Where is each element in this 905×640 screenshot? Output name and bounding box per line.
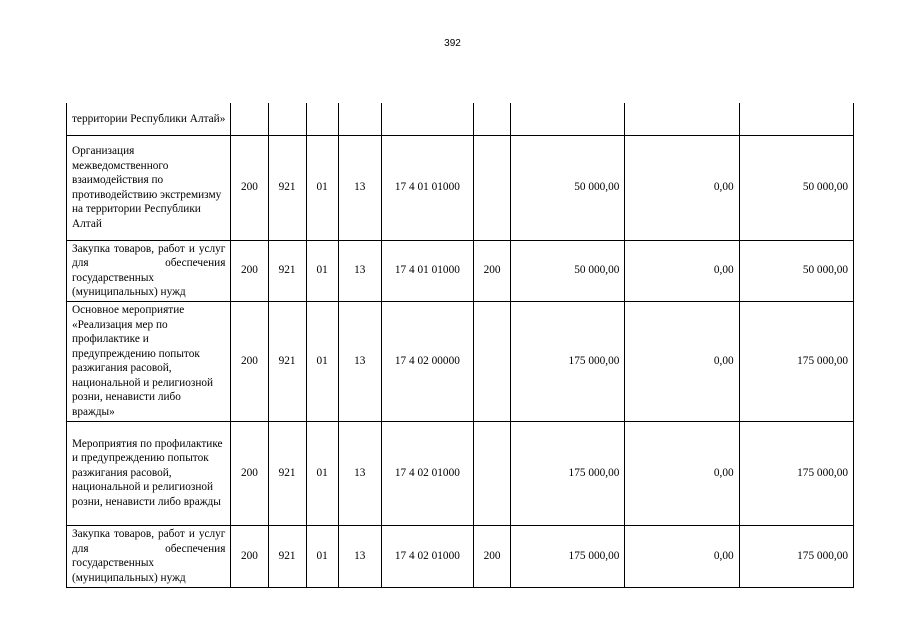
cell-sum-2: 0,00 bbox=[625, 421, 739, 525]
cell-gr: 200 bbox=[231, 135, 268, 240]
cell-vr: 200 bbox=[474, 525, 511, 587]
cell-pr: 13 bbox=[338, 421, 381, 525]
cell-gr: 200 bbox=[231, 525, 268, 587]
cell-pr: 13 bbox=[338, 135, 381, 240]
cell-gr bbox=[231, 103, 268, 135]
cell-gr: 200 bbox=[231, 240, 268, 301]
cell-sum-2: 0,00 bbox=[625, 240, 739, 301]
cell-rz: 01 bbox=[306, 421, 338, 525]
row-name: территории Республики Алтай» bbox=[67, 103, 231, 135]
page-number: 392 bbox=[444, 38, 461, 49]
cell-rz: 01 bbox=[306, 240, 338, 301]
cell-rz: 01 bbox=[306, 525, 338, 587]
cell-sum-3: 175 000,00 bbox=[739, 421, 853, 525]
cell-ved: 921 bbox=[268, 525, 306, 587]
cell-csr: 17 4 02 01000 bbox=[381, 421, 473, 525]
row-name: Закупка товаров, работ и услуг для обеспечения государственных (муниципальных) нужд bbox=[67, 240, 231, 301]
cell-sum-1: 175 000,00 bbox=[511, 525, 625, 587]
cell-pr: 13 bbox=[338, 525, 381, 587]
cell-sum-2: 0,00 bbox=[625, 301, 739, 421]
cell-ved: 921 bbox=[268, 301, 306, 421]
cell-ved: 921 bbox=[268, 421, 306, 525]
cell-sum-1: 175 000,00 bbox=[511, 301, 625, 421]
cell-sum-2: 0,00 bbox=[625, 135, 739, 240]
cell-csr bbox=[381, 103, 473, 135]
cell-csr: 17 4 02 00000 bbox=[381, 301, 473, 421]
cell-vr bbox=[474, 103, 511, 135]
cell-sum-2 bbox=[625, 103, 739, 135]
cell-ved: 921 bbox=[268, 240, 306, 301]
budget-table bbox=[66, 103, 854, 588]
cell-gr: 200 bbox=[231, 421, 268, 525]
table-row bbox=[67, 301, 854, 421]
cell-pr: 13 bbox=[338, 240, 381, 301]
cell-sum-1 bbox=[511, 103, 625, 135]
cell-rz: 01 bbox=[306, 301, 338, 421]
cell-pr: 13 bbox=[338, 301, 381, 421]
cell-ved: 921 bbox=[268, 135, 306, 240]
cell-sum-3: 175 000,00 bbox=[739, 301, 853, 421]
row-name: Организация межведомственного взаимодействия по противодействию экстремизму на территории Республики Алтай bbox=[67, 135, 231, 240]
table-row bbox=[67, 135, 854, 240]
cell-vr bbox=[474, 421, 511, 525]
cell-pr bbox=[338, 103, 381, 135]
table-row bbox=[67, 525, 854, 587]
cell-rz bbox=[306, 103, 338, 135]
table-row bbox=[67, 240, 854, 301]
cell-csr: 17 4 01 01000 bbox=[381, 240, 473, 301]
cell-rz: 01 bbox=[306, 135, 338, 240]
cell-ved bbox=[268, 103, 306, 135]
cell-vr: 200 bbox=[474, 240, 511, 301]
cell-csr: 17 4 02 01000 bbox=[381, 525, 473, 587]
cell-sum-3 bbox=[739, 103, 853, 135]
table-row bbox=[67, 421, 854, 525]
row-name: Основное мероприятие «Реализация мер по профилактике и предупреждению попыток разжигания расовой, национальной и религиозной розни, ненависти либо вражды» bbox=[67, 301, 231, 421]
row-name: Закупка товаров, работ и услуг для обеспечения государственных (муниципальных) нужд bbox=[67, 525, 231, 587]
cell-sum-1: 175 000,00 bbox=[511, 421, 625, 525]
cell-sum-2: 0,00 bbox=[625, 525, 739, 587]
cell-sum-3: 50 000,00 bbox=[739, 135, 853, 240]
cell-sum-1: 50 000,00 bbox=[511, 135, 625, 240]
cell-csr: 17 4 01 01000 bbox=[381, 135, 473, 240]
cell-vr bbox=[474, 135, 511, 240]
cell-sum-3: 50 000,00 bbox=[739, 240, 853, 301]
cell-sum-3: 175 000,00 bbox=[739, 525, 853, 587]
cell-gr: 200 bbox=[231, 301, 268, 421]
table-row bbox=[67, 103, 854, 135]
cell-sum-1: 50 000,00 bbox=[511, 240, 625, 301]
row-name: Мероприятия по профилактике и предупреждению попыток разжигания расовой, национальной и религиозной розни, ненависти либо вражды bbox=[67, 421, 231, 525]
cell-vr bbox=[474, 301, 511, 421]
